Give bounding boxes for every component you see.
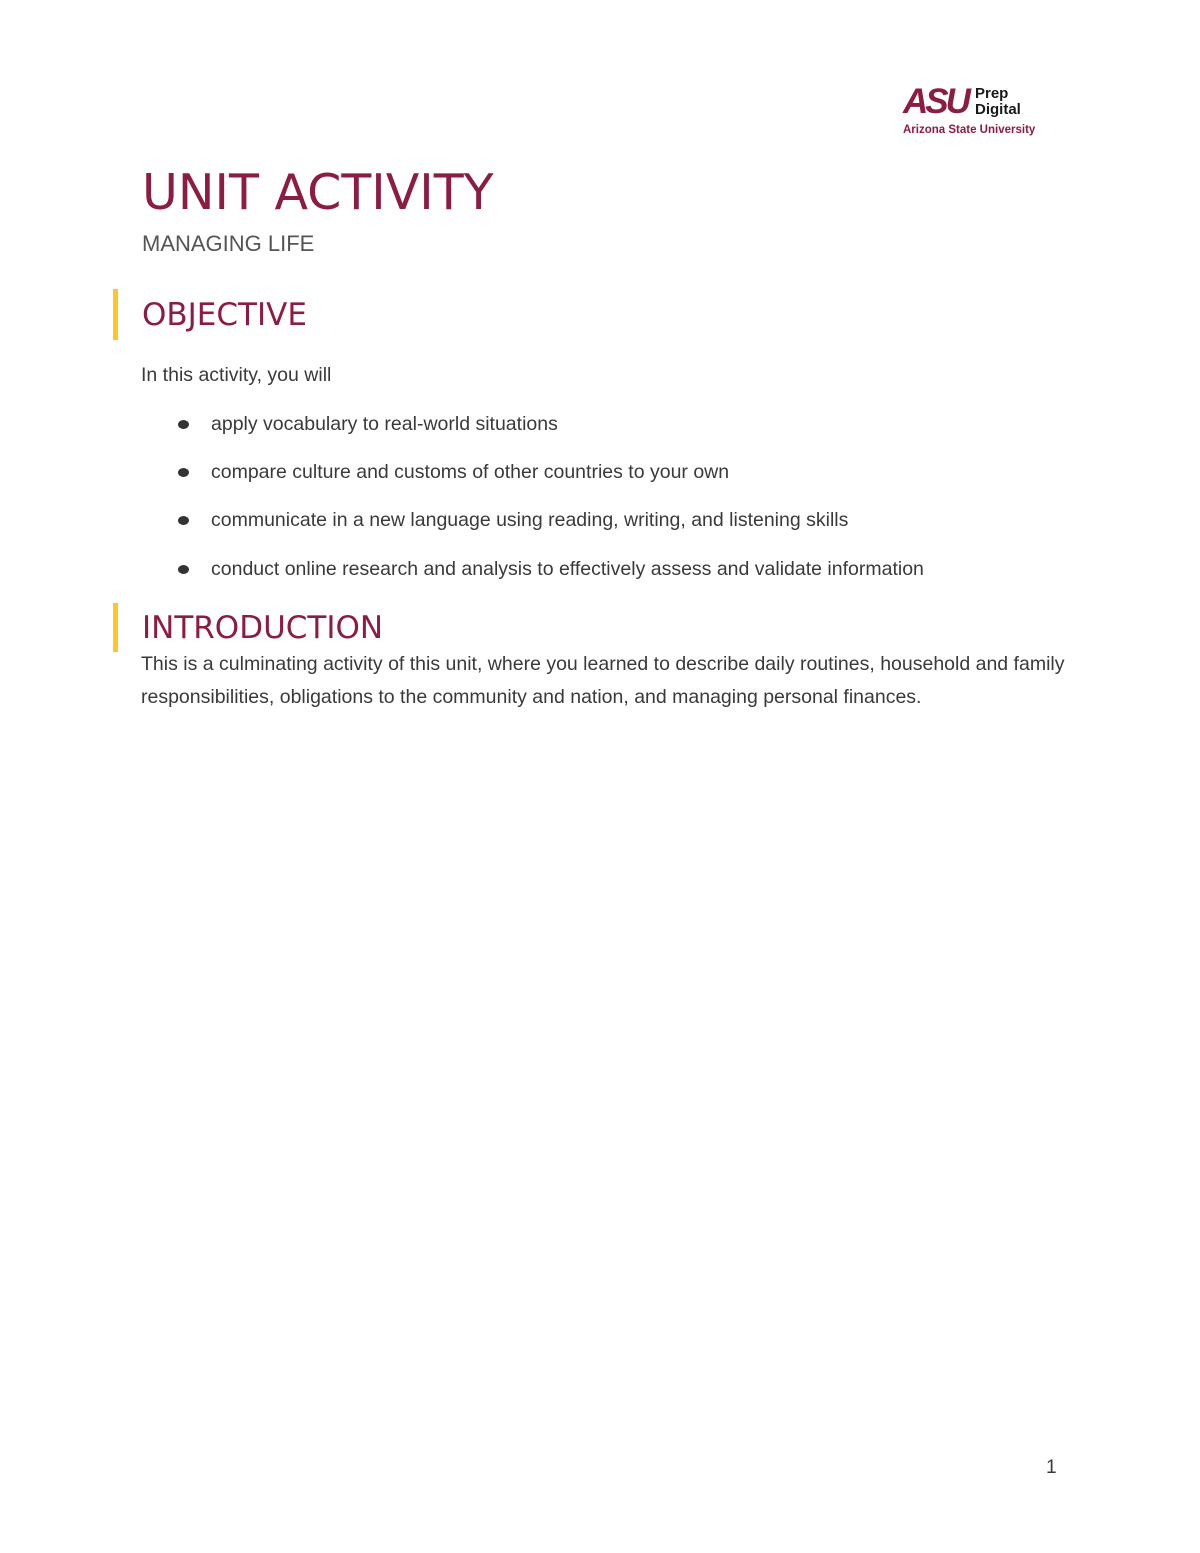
list-item-text: communicate in a new language using reading, writing, and listening skills — [211, 509, 849, 531]
page-number: 1 — [1046, 1457, 1057, 1478]
asu-prep-digital-logo — [903, 84, 1048, 140]
objective-heading: OBJECTIVE — [142, 297, 307, 333]
introduction-text: This is a culminating activity of this unit, where you learned to describe daily routines, household and family responsibilities, obligations to the community and nation, and managing personal finances. — [141, 653, 1065, 708]
introduction-heading: INTRODUCTION — [142, 610, 384, 646]
logo-line-prep: Prep — [975, 85, 1009, 102]
logo-wordmark: ASU — [903, 82, 968, 121]
page-subtitle: MANAGING LIFE — [142, 231, 315, 256]
objective-intro: In this activity, you will — [141, 364, 332, 386]
list-item-text: compare culture and customs of other countries to your own — [211, 461, 730, 483]
bullet-icon — [178, 420, 189, 429]
objective-accent-bar — [113, 289, 118, 340]
list-item-text: apply vocabulary to real-world situations — [211, 413, 558, 435]
page-title: UNIT ACTIVITY — [142, 164, 494, 221]
bullet-icon — [178, 516, 189, 525]
introduction-accent-bar — [113, 603, 118, 652]
bullet-icon — [178, 565, 189, 574]
bullet-icon — [178, 468, 189, 477]
list-item-text: conduct online research and analysis to effectively assess and validate information — [211, 558, 924, 580]
logo-line-digital: Digital — [975, 101, 1021, 118]
logo-university-name: Arizona State University — [903, 124, 1036, 136]
